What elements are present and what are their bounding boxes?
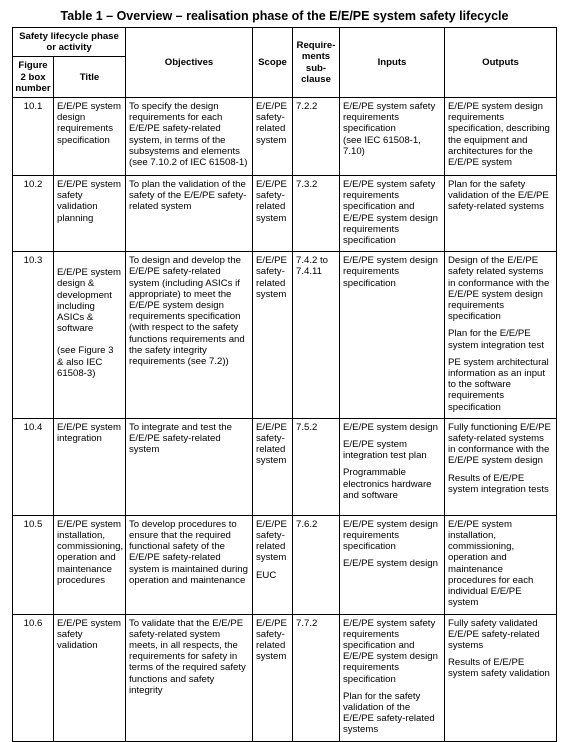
header-title: Title — [54, 57, 126, 98]
header-scope: Scope — [253, 28, 293, 98]
output-item: E/E/PE system design requirements specification, describing the equipment and architectures for the E/E/PE system — [448, 101, 550, 169]
row-inputs — [340, 418, 445, 515]
output-item: Fully safety validated E/E/PE safety-related systems — [448, 617, 540, 651]
row-objectives: To integrate and test the E/E/PE safety-related system — [126, 418, 253, 515]
row-subclause: 7.5.2 — [293, 418, 340, 515]
row-title: E/E/PE system safety validation — [54, 614, 126, 741]
row-number: 10.1 — [13, 98, 54, 176]
header-inputs: Inputs — [340, 28, 445, 98]
row-inputs — [340, 252, 445, 419]
input-item: E/E/PE system safety requirements specification and E/E/PE system design requirements specification — [343, 617, 438, 685]
input-item: E/E/PE system safety requirements specification and E/E/PE system design requirements specification — [343, 179, 438, 247]
input-item: E/E/PE system design — [343, 421, 438, 433]
row-objectives: To plan the validation of the safety of the E/E/PE safety-related system — [126, 176, 253, 252]
row-outputs — [445, 98, 557, 176]
row-objectives: To develop procedures to ensure that the required functional safety of the E/E/PE safety-related system is maintained during operation and maintenance — [126, 515, 253, 614]
table-title: Table 1 – Overview – realisation phase of the E/E/PE system safety lifecycle — [60, 9, 509, 23]
row-title: E/E/PE system installation, commissioning, operation and maintenance procedures — [54, 515, 126, 614]
header-objectives: Objectives — [126, 28, 253, 98]
output-item: Plan for the safety validation of the E/E/PE safety-related systems — [448, 179, 549, 213]
table-row — [13, 98, 557, 176]
table-row — [13, 252, 557, 419]
row-scope: E/E/PE safety-related system — [253, 614, 293, 741]
row-title-text: E/E/PE system design & development including ASICs & software — [57, 267, 121, 335]
row-number: 10.3 — [13, 252, 54, 419]
row-subclause: 7.2.2 — [293, 98, 340, 176]
output-item: Results of E/E/PE system safety validation — [448, 657, 550, 680]
table-row — [13, 515, 557, 614]
output-item: Results of E/E/PE system integration tests — [448, 472, 549, 495]
row-outputs — [445, 614, 557, 741]
row-scope: E/E/PE safety-related system — [253, 252, 293, 419]
row-title: E/E/PE system safety validation planning — [54, 176, 126, 252]
row-outputs — [445, 176, 557, 252]
row-number: 10.4 — [13, 418, 54, 515]
output-item: Plan for the E/E/PE system integration test — [448, 328, 544, 351]
row-title: E/E/PE system integration — [54, 418, 126, 515]
row-number: 10.5 — [13, 515, 54, 614]
input-item: (see IEC 61508-1, 7.10) — [343, 134, 421, 157]
table-row — [13, 418, 557, 515]
row-inputs — [340, 515, 445, 614]
header-figure-box: Figure 2 box number — [13, 57, 54, 98]
row-title — [54, 252, 126, 419]
row-inputs — [340, 98, 445, 176]
output-item: PE system architectural information as an input to the software requirements specification — [448, 356, 549, 413]
row-subclause: 7.6.2 — [293, 515, 340, 614]
table-row — [13, 176, 557, 252]
lifecycle-table — [12, 27, 557, 742]
row-subclause: 7.7.2 — [293, 614, 340, 741]
output-item: Design of the E/E/PE safety related systems in conformance with the E/E/PE system design requirements specification — [448, 255, 550, 323]
row-title-note: (see Figure 3 & also IEC 61508-3) — [57, 345, 114, 379]
row-scope: E/E/PE safety-related system — [253, 98, 293, 176]
input-item: E/E/PE system design — [343, 558, 438, 570]
table-row — [13, 614, 557, 741]
row-outputs — [445, 252, 557, 419]
input-item: E/E/PE system design requirements specification — [343, 518, 438, 553]
row-inputs — [340, 614, 445, 741]
input-item: E/E/PE system integration test plan — [343, 439, 427, 462]
output-item: Fully functioning E/E/PE safety-related systems in conformance with the E/E/PE system design — [448, 421, 551, 467]
row-subclause: 7.3.2 — [293, 176, 340, 252]
scope-item: E/E/PE safety-related system — [256, 518, 287, 564]
row-number: 10.6 — [13, 614, 54, 741]
row-subclause: 7.4.2 to 7.4.11 — [293, 252, 340, 419]
header-outputs: Outputs — [445, 28, 557, 98]
input-item: Plan for the safety validation of the E/E/PE safety-related systems — [343, 690, 435, 736]
input-item: Programmable electronics hardware and software — [343, 467, 432, 501]
row-scope: E/E/PE safety-related system — [253, 176, 293, 252]
input-item: E/E/PE system safety requirements specification — [343, 101, 436, 135]
row-outputs — [445, 515, 557, 614]
row-objectives: To validate that the E/E/PE safety-related system meets, in all respects, the requirements for safety in terms of the required safety functions and safety integrity — [126, 614, 253, 741]
row-number: 10.2 — [13, 176, 54, 252]
row-title: E/E/PE system design requirements specification — [54, 98, 126, 176]
row-scope — [253, 515, 293, 614]
row-objectives: To design and develop the E/E/PE safety-related system (including ASICs if appropriate) to meet the E/E/PE system design requirements specification (with respect to the safety functions requirements and the safety integrity requirements (see 7.2)) — [126, 252, 253, 419]
scope-item: EUC — [256, 569, 277, 581]
header-subclause: Require-ments sub-clause — [293, 28, 340, 98]
row-inputs — [340, 176, 445, 252]
row-scope: E/E/PE safety-related system — [253, 418, 293, 515]
input-item: E/E/PE system design requirements specification — [343, 255, 438, 289]
header-phase-group: Safety lifecycle phase or activity — [13, 28, 126, 57]
row-objectives: To specify the design requirements for each E/E/PE safety-related system, in terms of the subsystems and elements (see 7.10.2 of IEC 61508-1) — [126, 98, 253, 176]
output-item: E/E/PE system installation, commissioning, operation and maintenance procedures for each individual E/E/PE system — [448, 518, 534, 609]
row-outputs — [445, 418, 557, 515]
